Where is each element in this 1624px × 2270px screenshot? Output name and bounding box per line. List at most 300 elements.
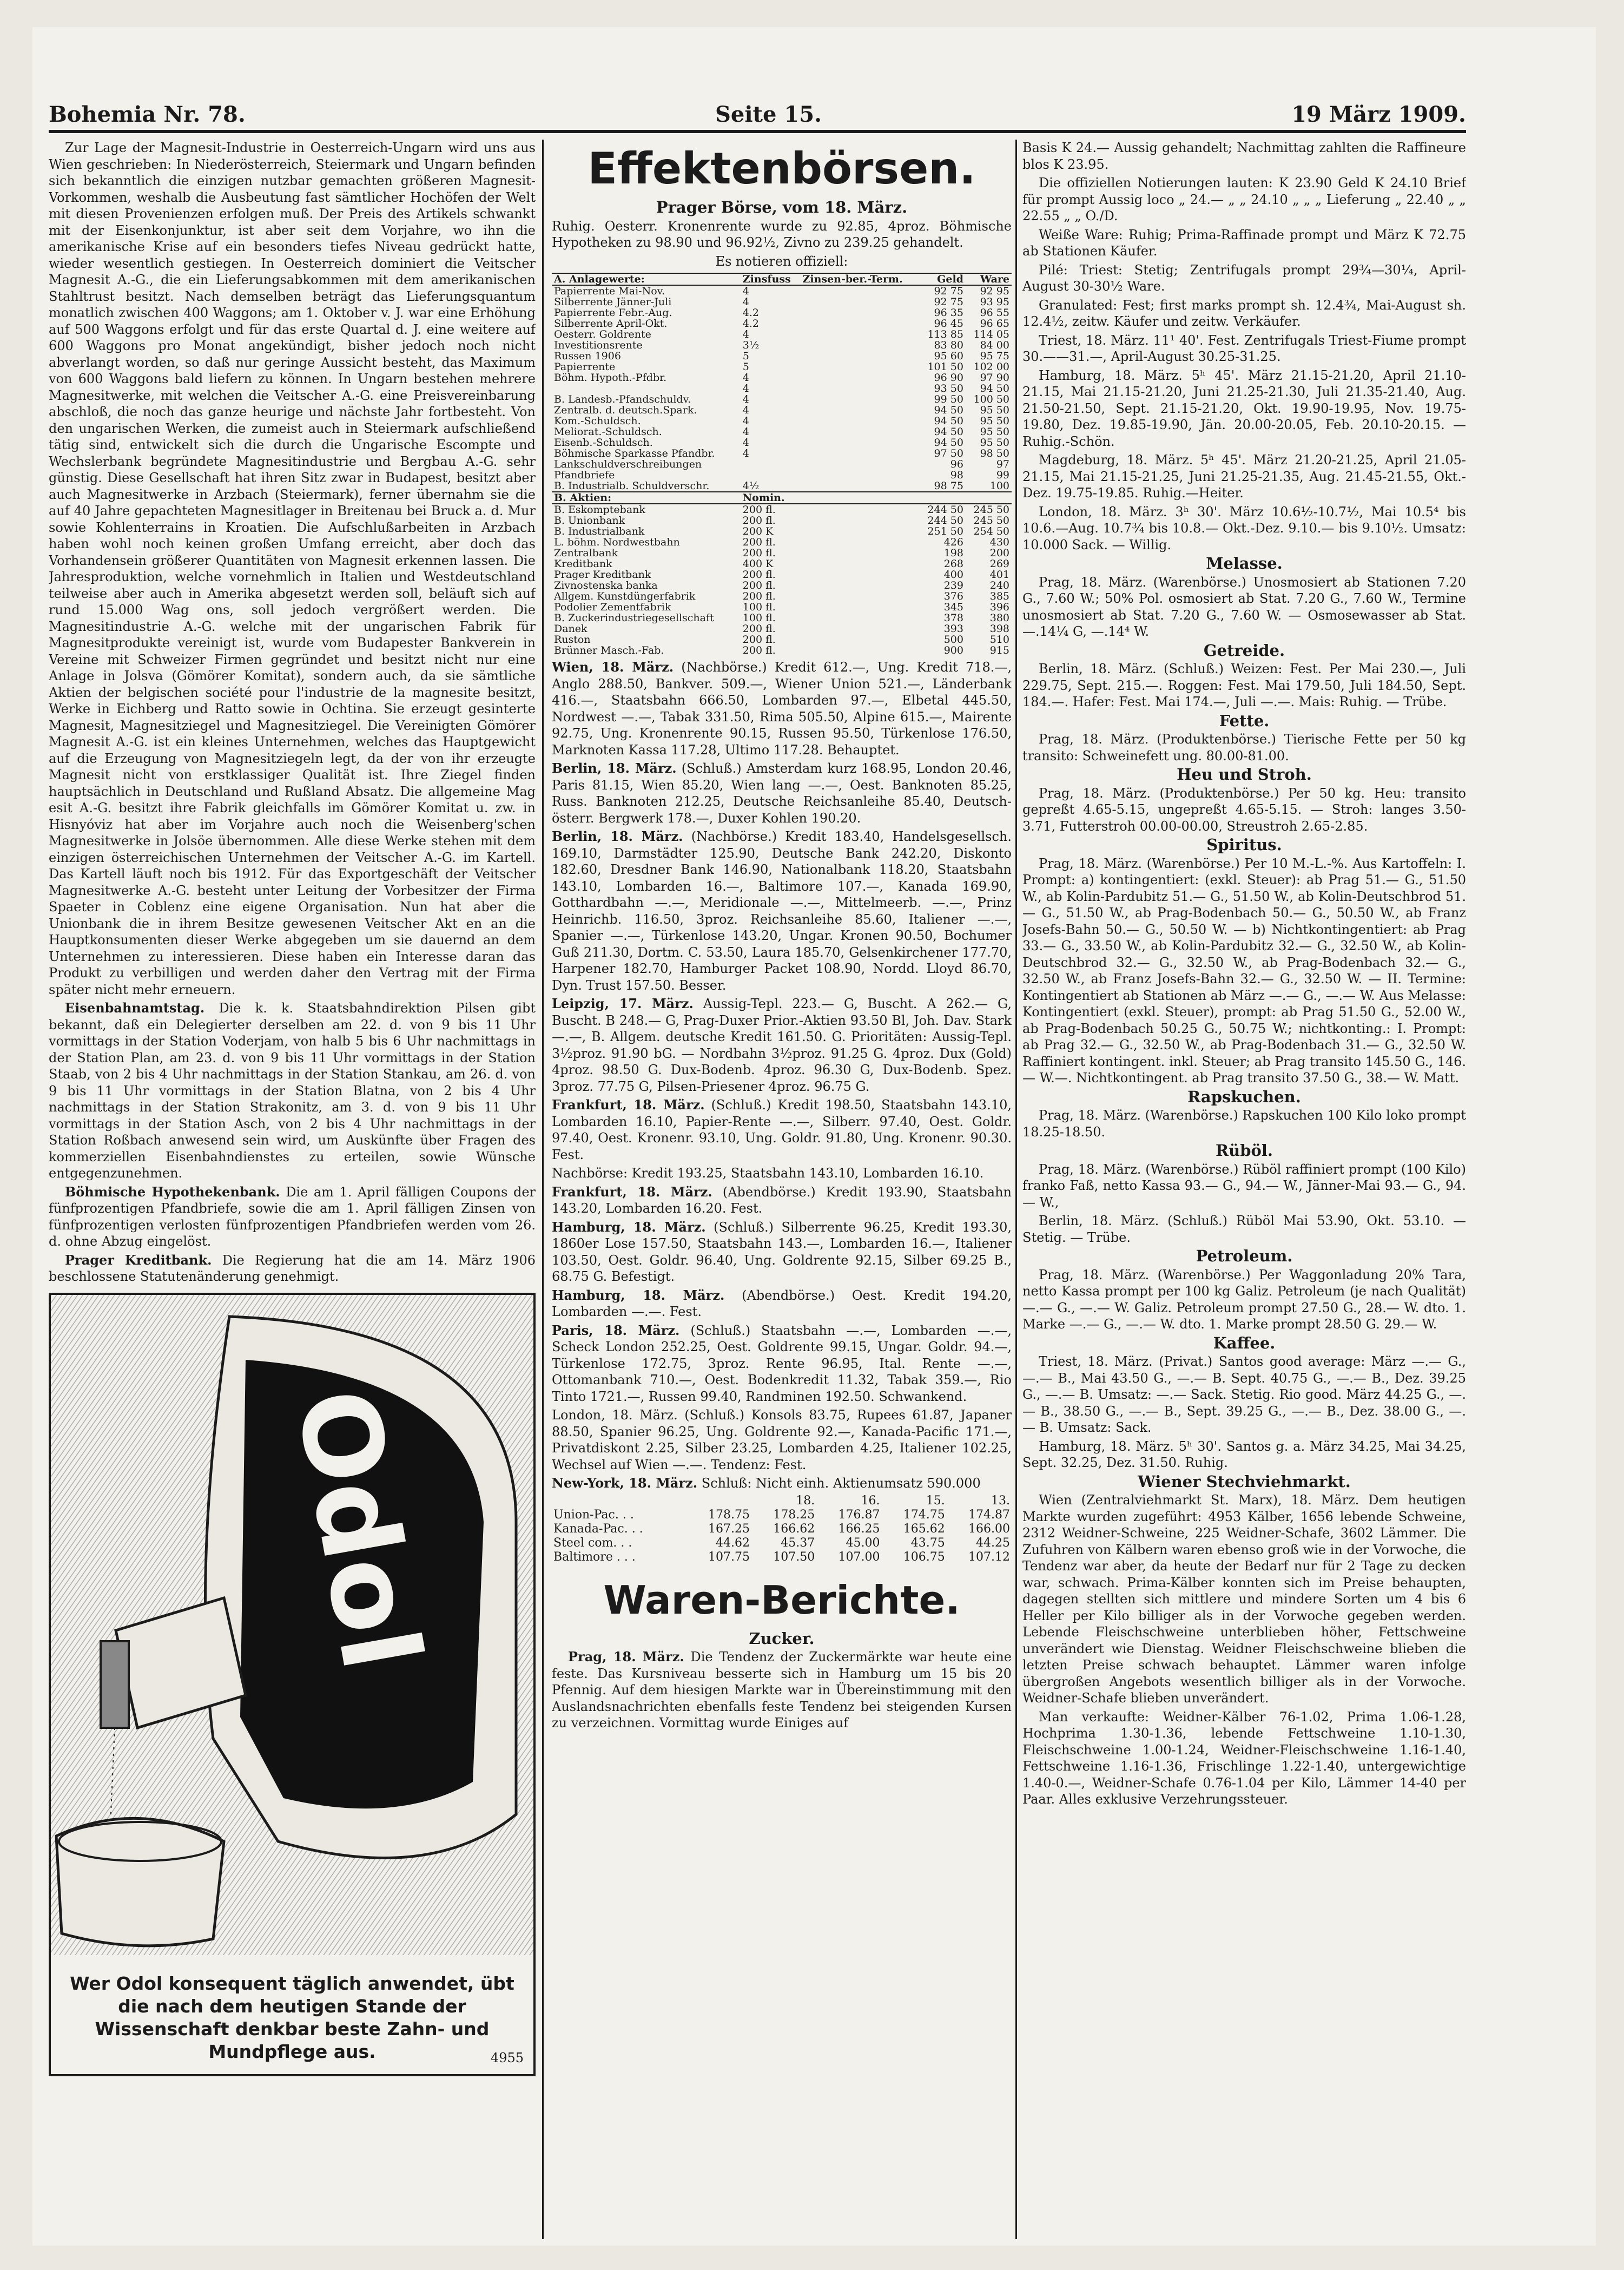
table-cell: 93 95 [980,297,1009,307]
leipzig-body: Aussig-Tepl. 223.— G, Buscht. A 262.— G, Buscht. B 248.— G, Prag-Duxer Prior.-Aktien 93.50 Bl, Joh. Dav. Stark —.—, B. Allgem. deutsche Kredit 161.50. G. Prioritäten: Aussig-Tepl. 3½proz. 91.90 bG. — Nordbahn 3½proz. 91.25 G. 4proz. Dux (Gold) 4proz. 98.50 G. Dux-Bodenb. 4proz. 96.30 G, Dux-Bodenb. Spez. 3proz. 77.75 G, Pilsen-Priesener 4proz. 96.75 G. [552,996,1012,1094]
granulated: Granulated: Fest; first marks prompt sh. 12.4¾, Mai-August sh. 12.4½, zeitw. Käufer und zeitw. Verkäufer. [1022,297,1466,329]
table-cell: Kom.-Schuldsch. [554,416,641,426]
table-cell: 269 [989,558,1009,569]
kurse-rows-b [552,504,1012,656]
table-cell [800,416,919,426]
th-zinsfuss: Zinsfuss [741,273,801,285]
triest-zucker: Triest, 18. März. 11¹ 40'. Fest. Zentrifugals Triest-Fiume prompt 30.——31.—, April-August 30.25-31.25. [1022,332,1466,364]
kaffee-head: Kaffee. [1213,1333,1276,1352]
table-cell: 113 85 [927,329,963,340]
kurse-row-b [552,537,1012,548]
table-cell: 240 [989,580,1009,591]
table-cell: 107.00 [838,1550,880,1564]
table-cell: 100 50 [973,394,1009,405]
table-cell: 96 [950,459,963,470]
table-cell: 510 [989,634,1009,645]
prag-zucker-body: Die Tendenz der Zuckermärkte war heute eine feste. Das Kursniveau besserte sich in Hamburg um 15 bis 20 Pfennig. Auf dem hiesigen Markte war in Übereinstimmung mit den Auslandsnachrichten ebenfalls feste Tendenz bei steigenden Kursen zu verzeichnen. Vormittag wurde Einiges auf [552,1649,1012,1731]
newyork-row [552,1522,1012,1536]
kurse-row-a [552,448,1012,459]
table-cell: 97 90 [980,372,1009,383]
table-cell [800,329,919,340]
column-divider-1 [542,140,544,2239]
ny-col-13: 13. [991,1493,1010,1508]
paris-head: Paris, 18. März. [552,1322,680,1338]
ruboel-body: Prag, 18. März. (Warenbörse.) Rüböl raffiniert prompt (100 Kilo) franko Faß, netto Kassa 93.— G., 94.— W., Jänner-Mai 93.— G., 94.— W., [1022,1161,1466,1210]
table-cell: Steel com. . . [553,1536,632,1550]
table-cell: 200 K [742,526,774,537]
th-anlagewerte: A. Anlagewerte: [552,273,741,285]
page-number: Seite 15. [715,102,822,127]
column-right [1022,140,1466,2239]
table-cell [800,526,919,537]
table-cell [800,515,919,526]
table-cell [800,383,919,394]
table-cell [800,580,919,591]
table-cell: 106.75 [903,1550,945,1564]
table-cell: Russen 1906 [554,351,621,361]
hamburg-zucker: Hamburg, 18. März. 5ʰ 45'. März 21.15-21.20, April 21.10-21.15, Mai 21.15-21.20, Juni 21.25-21.30, Juli 21.35-21.40, Aug. 21.50-21.50, Sept. 21.15-21.20, Okt. 19.90-19.95, Nov. 19.75-19.80, Dez. 19.85-19.90, Jän. 20.00-20.05, Feb. 20.10-20.15. — Ruhig.-Schön. [1022,367,1466,449]
table-cell: 4.2 [742,307,760,318]
table-cell: 268 [943,558,963,569]
table-cell [800,405,919,416]
article-kreditbank-body: Die Regierung hat die am 14. März 1906 beschlossene Statutenänderung genehmigt. [49,1252,536,1284]
table-cell: 378 [943,613,963,623]
kurse-row-b [552,569,1012,580]
table-cell [800,645,919,656]
odol-bottle-illustration [51,1295,533,1955]
table-cell: 96 35 [934,307,963,318]
table-cell: 5 [742,351,749,361]
table-cell: Union-Pac. . . [553,1508,634,1522]
newyork-rows [552,1508,1012,1564]
table-cell: 4 [742,426,749,437]
table-cell: 430 [989,537,1009,548]
frankfurt-nachboerse: Nachbörse: Kredit 193.25, Staatsbahn 143.10, Lombarden 16.10. [552,1166,984,1181]
berlin-schluss-head: Berlin, 18. März. [552,760,677,776]
table-cell [800,340,919,351]
table-cell: 500 [943,634,963,645]
table-cell: 245 50 [973,515,1009,526]
table-cell: Silberrente April-Okt. [554,318,668,329]
issue-label: Bohemia Nr. 78. [49,102,246,127]
table-cell: Papierrente Mai-Nov. [554,285,665,297]
table-cell: 376 [943,591,963,602]
table-cell: Böhm. Hypoth.-Pfdbr. [554,372,667,383]
frankfurt-abend-head: Frankfurt, 18. März. [552,1183,712,1200]
table-cell: 245 50 [973,504,1009,515]
berlin-schluss-body: (Schluß.) Amsterdam kurz 168.95, London 20.46, Paris 81.15, Wien 85.20, Wien lang —.—, Oest. Banknoten 85.25, Russ. Banknoten 212.25, Deutsche Reichsanleihe 85.40, Deutsch-österr. Bergwerk 178.—, Duxer Kohlen 190.20. [552,761,1012,826]
table-cell: 4 [742,405,749,416]
table-cell: Pfandbriefe [554,470,615,481]
stechviehmarkt-preise: Man verkaufte: Weidner-Kälber 76-1.02, Prima 1.06-1.28, Hochprima 1.30-1.36, lebende Fettschweine 1.10-1.30, Fleischschweine 1.00-1.24, Weidner-Fleischschweine 1.16-1.40, Fettschweine 1.16-1.36, Frischlinge 1.22-1.40, untergewichtige 1.40-0.—, Weidner-Schafe 0.76-1.04 per Kilo, Lämmer 14-40 per Paar. Alles exklusive Verzehrungssteuer. [1022,1709,1466,1807]
table-cell: Zentralbank [554,548,618,558]
table-cell: 4 [742,297,749,307]
table-cell: 251 50 [927,526,963,537]
table-cell [800,504,919,515]
ny-col-15: 15. [926,1493,945,1508]
table-cell: 396 [989,602,1009,613]
th-aktien: B. Aktien: [552,492,741,504]
hamburg-abend-head: Hamburg, 18. März. [552,1287,725,1303]
article-hypothekenbank [49,1184,536,1250]
table-cell: 4.2 [742,318,760,329]
table-cell [800,558,919,569]
article-hypothekenbank-body: Die am 1. April fälligen Coupons der fünfprozentigen Pfandbriefe, sowie die am 1. April fälligen Zinsen von fünfprozentigen verlosten fünfprozentigen Pfandbriefen werden vom 26. d. ohne Abzug eingelöst. [49,1184,536,1249]
table-cell: 385 [989,591,1009,602]
table-cell: 99 [996,470,1009,481]
table-cell: 4½ [742,481,760,492]
table-cell: 99 50 [934,394,963,405]
table-cell: 92 75 [934,297,963,307]
table-cell: 426 [943,537,963,548]
table-cell: Allgem. Kunstdüngerfabrik [554,591,696,602]
kurse-row-a [552,351,1012,361]
table-cell: Papierrente Febr.-Aug. [554,307,672,318]
heu-head: Heu und Stroh. [1177,765,1312,784]
table-cell: 244 50 [927,504,963,515]
table-cell: 200 [989,548,1009,558]
table-cell [800,437,919,448]
melasse-body: Prag, 18. März. (Warenbörse.) Unosmosiert ab Stationen 7.20 G., 7.60 W.; 50% Pol. osmosiert ab Stat. 7.20 G., 7.60 W., Termine unosmosiert ab Stat. 7.20 G., 7.60 W. — Osmosewasser ab Stat. —.14¼ G, —.14⁴ W. [1022,574,1466,639]
table-cell: B. Landesb.-Pfandschuldv. [554,394,691,405]
table-cell: Danek [554,623,587,634]
table-cell: 174.87 [968,1508,1010,1522]
column-middle [552,140,1012,2239]
table-cell: Prager Kreditbank [554,569,651,580]
kurse-row-b [552,526,1012,537]
newyork-row [552,1536,1012,1550]
table-cell: Investitionsrente [554,340,643,351]
table-cell: 401 [989,569,1009,580]
melasse-head: Melasse. [1206,554,1283,573]
kurse-row-b [552,515,1012,526]
table-cell: 200 fl. [742,634,776,645]
page-header [49,95,1466,127]
table-cell [800,372,919,383]
petroleum-head: Petroleum. [1196,1247,1293,1265]
wien-nachboerse [552,659,1012,758]
table-cell: 4 [742,329,749,340]
table-cell: 44.25 [976,1536,1010,1550]
notiert-label: Es notieren offiziell: [715,253,848,269]
kurse-row-a [552,426,1012,437]
table-cell: 393 [943,623,963,634]
table-cell: 98 [950,470,963,481]
zucker-basis: Basis K 24.— Aussig gehandelt; Nachmittag zahlten die Raffineure blos K 23.95. [1022,140,1466,172]
table-cell: 94 50 [934,416,963,426]
column-divider-2 [1015,140,1017,2239]
berlin-nachboerse [552,828,1012,993]
table-cell: 166.25 [838,1522,880,1536]
table-cell: 239 [943,580,963,591]
paris-body: (Schluß.) Staatsbahn —.—, Lombarden —.—, Scheck London 252.25, Oest. Goldrente 99.15, Ungar. Goldr. 94.—, Türkenlose 172.75, 3proz. Rente 96.95, Ital. Rente —.—, Ottomanbank 710.—, Oest. Bodenkredit 11.32, Tabak 359.—, Rio Tinto 1721.—, Russen 99.40, Randminen 192.50. Schwankend. [552,1322,1012,1404]
table-cell: 200 fl. [742,645,776,656]
kaffee-body: Triest, 18. März. (Privat.) Santos good average: März —.— G., —.— B., Mai 43.50 G., —.— B. Sept. 40.75 G., —.— B., Dez. 39.25 G., —.— B. Umsatz: —.— Sack. Stetig. Rio good. März 44.25 G., —.— B., 38.50 G., —.— B., Sept. 39.25 G., —.— B., Dez. 38.00 G., —.— B. Umsatz: Sack. [1022,1354,1466,1435]
ny-col-18: 18. [796,1493,815,1508]
table-cell: 4 [742,394,749,405]
table-cell: 244 50 [927,515,963,526]
berlin-nachboerse-head: Berlin, 18. März. [552,828,683,844]
table-cell: 43.75 [910,1536,945,1550]
table-cell: 83 80 [934,340,963,351]
pile: Pilé: Triest: Stetig; Zentrifugals prompt 29¾—30¼, April-August 30-30½ Ware. [1022,262,1466,294]
kurse-row-b [552,504,1012,515]
table-cell: 254 50 [973,526,1009,537]
hamburg-schluss-head: Hamburg, 18. März. [552,1219,706,1235]
th-geld: Geld [920,273,966,285]
rapskuchen-head: Rapskuchen. [1187,1087,1301,1106]
prag-boerse-text: Ruhig. Oesterr. Kronenrente wurde zu 92.85, 4proz. Böhmische Hypotheken zu 98.90 und 96.92½, Zivno zu 239.25 gehandelt. [552,218,1012,250]
prag-zucker-head: Prag, 18. März. [568,1649,684,1664]
kurse-row-a [552,437,1012,448]
ruboel-berlin: Berlin, 18. März. (Schluß.) Rüböl Mai 53.90, Okt. 53.10. — Stetig. — Trübe. [1022,1213,1466,1245]
getreide-body: Berlin, 18. März. (Schluß.) Weizen: Fest. Per Mai 230.—, Juli 229.75, Sept. 215.—. Roggen: Fest. Mai 179.50, Juli 184.50, Sept. 184.—. Hafer: Fest. Mai 174.—, Juli —.—. Mais: Ruhig. — Trübe. [1022,661,1466,709]
table-cell: 45.37 [781,1536,815,1550]
newyork-title: New-York, 18. März. [552,1475,698,1491]
table-cell [800,623,919,634]
table-cell: 95 50 [980,426,1009,437]
table-cell: 200 fl. [742,515,776,526]
table-cell [800,307,919,318]
kaffee-hamburg: Hamburg, 18. März. 5ʰ 30'. Santos g. a. März 34.25, Mai 34.25, Sept. 32.25, Dez. 31.50. Ruhig. [1022,1438,1466,1470]
stechviehmarkt-head: Wiener Stechviehmarkt. [1138,1472,1351,1491]
table-cell: Zivnostenska banka [554,580,658,591]
article-hypothekenbank-head: Böhmische Hypothekenbank. [65,1183,280,1200]
getreide-head: Getreide. [1203,641,1285,660]
table-cell: 107.50 [773,1550,815,1564]
table-cell: 92 75 [934,285,963,297]
table-cell: 200 fl. [742,504,776,515]
table-cell: 95 50 [980,437,1009,448]
kurse-row-a [552,329,1012,340]
newyork-table [552,1494,1012,1564]
table-cell: Baltimore . . . [553,1550,636,1564]
table-cell: 400 K [742,558,774,569]
prag-zucker [552,1649,1012,1732]
table-cell: 107.75 [708,1550,750,1564]
table-cell: Podolier Zementfabrik [554,602,671,613]
issue-date: 19 März 1909. [1291,102,1466,127]
table-cell: Kanada-Pac. . . [553,1522,643,1536]
table-cell: 96 90 [934,372,963,383]
ad-code: 4955 [490,2050,524,2065]
table-cell: 4 [742,372,749,383]
table-cell: 45.00 [846,1536,880,1550]
table-cell [800,285,919,297]
table-cell: 165.62 [903,1522,945,1536]
table-cell: 92 95 [980,285,1009,297]
table-cell: 178.75 [708,1508,750,1522]
table-cell: 95 50 [980,405,1009,416]
table-cell: 107.12 [968,1550,1010,1564]
table-cell: 380 [989,613,1009,623]
rapskuchen-body: Prag, 18. März. (Warenbörse.) Rapskuchen 100 Kilo loko prompt 18.25-18.50. [1022,1108,1466,1140]
hamburg-schluss [552,1219,1012,1285]
kurse-row-a [552,470,1012,481]
ruboel-head: Rüböl. [1216,1141,1273,1160]
table-cell [800,297,919,307]
article-eisenbahn-body: Die k. k. Staatsbahndirektion Pilsen gibt bekannt, daß ein Delegierter derselben am 22. d. von 9 bis 11 Uhr vormittags in der Station Voderjam, von halb 5 bis 6 Uhr nachmittags in der Station Plan, am 23. d. von 9 bis 11 Uhr vormittags in der Station Staab, von 2 bis 4 Uhr nachmittags in der Station Stankau, am 26. d. von 9 bis 11 Uhr vormittags in der Station Blatna, von 2 bis 4 Uhr nachmittags in der Station Strakonitz, am 3. d. von 9 bis 11 Uhr vormittags in der Station Asch, von 2 bis 4 Uhr nachmittags in der Station Roßbach anwesend sein wird, um Auskünfte über Fragen des kommerziellen Eisenbahndienstes zu erteilen, sowie Wünsche entgegenzunehmen. [49,1001,536,1181]
table-cell: 198 [943,548,963,558]
table-cell [800,634,919,645]
table-cell: 94 50 [934,426,963,437]
odol-logo-text: Odol [271,1380,445,1679]
table-cell: 4 [742,383,749,394]
kurse-row-a [552,361,1012,372]
frankfurt-schluss-body: (Schluß.) Kredit 198.50, Staatsbahn 143.10, Lombarden 16.10, Papier-Rente —.—, Silberr. 97.40, Oest. Goldr. 97.40, Oest. Kronenr. 93.10, Ung. Goldr. 91.80, Ung. Kronenr. 90.30. Fest. [552,1097,1012,1162]
newyork-table-head [552,1494,1012,1508]
london-schluss: London, 18. März. (Schluß.) Konsols 83.75, Rupees 61.87, Japaner 88.50, Spanier 96.25, Ung. Goldrente 92.—, Kanada-Pacific 171.—, Privatdiskont 2.25, Silber 23.25, Lombarden 4.25, Italiener 102.25, Wechsel auf Wien —.—. Tendenz: Fest. [552,1407,1012,1472]
petroleum-body: Prag, 18. März. (Warenbörse.) Per Waggonladung 20% Tara, netto Kassa prompt per 100 kg Galiz. Petroleum (je nach Qualität) —.— G., —.— W. Galiz. Petroleum prompt 27.50 G., 28.— W. dto. 1. Marke —.— G., —.— W. dto. 1. Marke prompt 28.50 G. 29.— W. [1022,1267,1466,1332]
table-cell: 915 [989,645,1009,656]
table-cell: B. Zuckerindustriegesellschaft [554,613,714,623]
article-magnesit: Zur Lage der Magnesit-Industrie in Oesterreich-Ungarn wird uns aus Wien geschrieben: In Niederösterreich, Steiermark und Ungarn befinden sich bekanntlich die einzigen nutzbar gemachten größeren Magnesit-Vorkommen, weshalb die Ausbeutung fast sämtlicher Hochöfen der Welt mit diesen Provenienzen erfolgen muß. Der Preis des Artikels schwankt mit der Eisenkonjunktur, ist aber seit dem Vorjahre, wo ihn die amerikanische Krise auf ein besonders tiefes Niveau gedrückt hatte, wieder wesentlich gestiegen. In Oesterreich dominiert die Veitscher Magnesit A.-G., die ein Lieferungsabkommen mit dem amerikanischen Stahltrust besitzt. Nach demselben beträgt das Lieferungsquantum monatlich zwischen 400 Waggons; am 1. Oktober v. J. war eine Erhöhung auf 500 Waggons erfolgt und für das erste Quartal d. J. eine weitere auf 600 Waggons pro Monat angekündigt, bisher jedoch noch nicht abverlangt worden, so daß nur geringe Aussicht besteht, das Maximum von 600 Waggons bald liefern zu können. In Ungarn bestehen mehrere Magnesitwerke, mit welchen die Veitscher A.-G. eine Preisvereinbarung abschloß, die noch das ganze heurige und nächste Jahr fortbesteht. Von den ungarischen Werken, die zumeist auch in Steiermark aufschließend tätig sind, entwickelt sich die durch die Ungarische Escompte und Wechslerbank begründete Magnesitindustrie und Bergbau A.-G. sehr günstig. Diese Gesellschaft hat ihren Sitz zwar in Budapest, besitzt aber auch Magnesitwerke in Arzbach (Steiermark), ferner übernahm sie die auf 40 Jahre gepachteten Magnesitlager in Breitenau bei Bruck a. d. Mur sowie Kohlenterrains in Kroatien. Die Aufschlußarbeiten in Arzbach haben wohl noch keinen großen Umfang erreicht, aber doch das Vorhandensein größerer Quantitäten von Magnesit erkennen lassen. Die Jahresproduktion, welche vornehmlich in Italien und Westdeutschland teilweise aber auch in Amerika abgesetzt werden soll, beläuft sich auf rund 15.000 Wag ons, soll jedoch vergrößert werden. Die Magnesitindustrie A.-G. welche mit der ungarischen Fabrik für Magnesitprodukte vereinigt ist, wurde vom Budapester Bankverein in Vereine mit Schweizer Firmen gegründet und besitzt nicht nur eine Anlage in Jolsva (Gömörer Komitat), sondern auch, da sie sämtliche Aktien der belgischen société pour l'industrie de la magnesite besitzt, Werke in Eichberg und Ratto sowie in Ochtina. Sie erzeugt gesinterte Magnesit, Magnesitziegel und Magnesitziegel. Die Vereinigten Gömörer Magnesit A.-G. ist ein kleines Unternehmen, welches das Hauptgewicht auf die Erzeugung von Magnesitziegeln legt, da der von ihr erzeugte Magnesit nicht von erstklassiger Qualität ist. Ihre Ziegel finden hauptsächlich in Deutschland und Rußland Absatz. Die allgemeine Mag esit A.-G. besitzt ihre Fabrik gleichfalls im Gömörer Komitat u. zw. in Hisnyóviz hat aber im Vorjahre auch noch die Weisenberg'schen Magnesitwerke in Jolsöe übernommen. Alle diese Werke stehen mit dem einzigen österreichischen Unternehmen der Veitscher A.-G. im Kartell. Das Kartell läuft noch bis 1912. Für das Exportgeschäft der Veitscher Magnesitwerke A.-G. besteht unter Leitung der Vorbesitzer der Firma Spaeter in Coblenz eine eigene Organisation. Nun hat aber die Unionbank die in ihrem Besitze gewesenen Veitscher Akt en an die Hauptkonsumenten dieser Werke abgegeben um sie dauernd an dem Unternehmen zu interessieren. Diese haben ein Interesse daran das Produkt zu verbilligen und werden daher den Vertrag mit der Firma später nicht mehr erneuern. [49,140,536,997]
table-cell: 84 00 [980,340,1009,351]
table-cell: 4 [742,448,749,459]
spiritus-head: Spiritus. [1206,835,1282,854]
table-cell: 345 [943,602,963,613]
table-cell: 398 [989,623,1009,634]
table-cell: B. Eskomptebank [554,504,645,515]
table-cell: Böhmische Sparkasse Pfandbr. [554,448,715,459]
table-cell [741,470,801,481]
ny-col-label [552,1494,686,1508]
kurse-row-b [552,645,1012,656]
kurse-table [552,273,1012,656]
kurse-row-a [552,416,1012,426]
london-zucker: London, 18. März. 3ʰ 30'. März 10.6½-10.7½, Mai 10.5⁴ bis 10.6.—Aug. 10.7¾ bis 10.8.— Okt.-Dez. 9.10.— bis 9.10½. Umsatz: 10.000 Sack. — Willig. [1022,504,1466,552]
table-cell: 166.00 [968,1522,1010,1536]
table-cell: 98 50 [980,448,1009,459]
table-cell: 200 fl. [742,580,776,591]
table-cell [800,591,919,602]
table-cell: 4 [742,285,749,297]
table-cell [800,481,919,492]
table-cell: Kreditbank [554,558,612,569]
table-cell: B. Unionbank [554,515,625,526]
kurse-row-a [552,481,1012,492]
table-cell: 200 fl. [742,623,776,634]
odol-slogan: Wer Odol konsequent täglich anwendet, übt die nach dem heutigen Stande der Wissenschaft denkbar beste Zahn- und Mundpflege aus. [70,1972,514,2062]
weisse-ware: Weiße Ware: Ruhig; Prima-Raffinade prompt und März K 72.75 ab Stationen Käufer. [1022,227,1466,259]
table-cell: Silberrente Jänner-Juli [554,297,672,307]
frankfurt-abendboerse [552,1184,1012,1217]
table-cell [800,569,919,580]
leipzig-head: Leipzig, 17. März. [552,996,694,1011]
article-eisenbahn-head: Eisenbahnamtstag. [65,1000,205,1016]
table-cell: 44.62 [716,1536,750,1550]
th-nominale: Nomin. [741,492,801,504]
kurse-row-a [552,340,1012,351]
table-cell [800,613,919,623]
frankfurt-schluss-head: Frankfurt, 18. März. [552,1097,705,1113]
table-cell: 97 [996,459,1009,470]
table-cell: B. Industrialb. Schuldverschr. [554,481,710,492]
berlin-nachboerse-body: (Nachbörse.) Kredit 183.40, Handelsgesellsch. 169.10, Darmstädter 125.90, Deutsche Bank 242.20, Diskonto 182.60, Dresdner Bank 146.90, Nationalbank 118.20, Staatsbahn 143.10, Lombarden 16.—, Baltimore 107.—, Kanada 169.90, Gotthardbahn —.—, Meridionale —.—, Mittelmeerb. —.—, Prinz Heinrichb. 116.50, 3proz. Reichsanleihe 85.60, Italiener —.—, Spanier —.—, Türkenlose 143.20, Ungar. Kronen 90.50, Bochumer Guß 211.30, Dortm. C. 53.50, Laura 185.70, Gelsenkirchener 177.70, Harpener 182.70, Hamburger Packet 108.90, Nordd. Lloyd 86.70, Dyn. Trust 157.50. Besser. [552,829,1012,993]
table-cell: 96 65 [980,318,1009,329]
zucker-head: Zucker. [749,1629,815,1648]
kurse-rows-a [552,285,1012,492]
hamburg-abend-body: (Abendbörse.) Oest. Kredit 194.20, Lombarden —.—. Fest. [552,1287,1012,1319]
kurse-table-head-b [552,492,1012,504]
table-cell: 900 [943,645,963,656]
kurse-row-b [552,558,1012,569]
berlin-schluss [552,760,1012,826]
hamburg-schluss-body: (Schluß.) Silberrente 96.25, Kredit 193.30, 1860er Lose 157.50, Staatsbahn 143.—, Lombarden 16.—, Italiener 103.50, Oest. Goldr. 96.40, Ung. Goldrente 92.15, Silber 69.25 B., 68.75 G. Befestigt. [552,1219,1012,1284]
table-cell: 101 50 [927,361,963,372]
table-cell [800,537,919,548]
table-cell: 166.62 [773,1522,815,1536]
newyork-row [552,1508,1012,1522]
table-cell: 95 50 [980,416,1009,426]
table-cell: 200 fl. [742,591,776,602]
table-cell: 4 [742,437,749,448]
kurse-row-a [552,372,1012,383]
table-cell: Eisenb.-Schuldsch. [554,437,653,448]
spiritus-body: Prag, 18. März. (Warenbörse.) Per 10 M.-L.-%. Aus Kartoffeln: I. Prompt: a) kontingentiert: (exkl. Steuer): ab Prag 51.— G., 51.50 W., ab Kolin-Pardubitz 51.— G., 51.50 W., ab Kolin-Deutschbrod 51.— G., 51.50 W., ab Prag-Bodenbach 50.— G., 50.50 W., ab Franz Josefs-Bahn 50.— G., 50.50 W. — b) Nichtkontingentiert: ab Prag 33.— G., 33.50 W., ab Kolin-Pardubitz 32.— G., 32.50 W., ab Kolin-Deutschbrod 32.— G., 32.50 W., ab Prag-Bodenbach 32.— G., 32.50 W., ab Franz Josefs-Bahn 32.— G., 32.50 W. — II. Termine: Kontingentiert ab Stationen ab März —.— G., —.— W. Aus Melasse: Kontingentiert (exkl. Steuer), prompt: ab Prag 51.50 G., 52.00 W., ab Prag-Bodenbach 50.25 G., 50.75 W.; nichtkonting.: I. Prompt: ab Prag 32.— G., 32.50 W., ab Prag-Bodenbach 31.— G., 32.50 W. Raffiniert kontingent. inkl. Steuer; ab Prag transito 145.50 G., 146.— W.—. Nichtkontingent. ab Prag transito 37.50 G., 38.— W. Matt. [1022,856,1466,1085]
odol-advertisement [49,1293,536,2076]
header-rule [49,130,1466,133]
table-cell [800,394,919,405]
newyork-row [552,1550,1012,1564]
table-cell: Ruston [554,634,591,645]
kurse-row-a [552,459,1012,470]
hamburg-abendboerse [552,1287,1012,1320]
magdeburg-zucker: Magdeburg, 18. März. 5ʰ 45'. März 21.20-21.25, April 21.05-21.15, Mai 21.15-21.25, Juni 21.25-21.35, Aug. 21.45-21.55, Okt.-Dez. 19.75-19.85. Ruhig.—Heiter. [1022,452,1466,501]
table-cell: Zentralb. d. deutsch.Spark. [554,405,697,416]
table-cell [800,602,919,613]
table-cell [800,351,919,361]
frankfurt-abend-body: (Abendbörse.) Kredit 193.90, Staatsbahn 143.20, Lombarden 16.20. Fest. [552,1184,1012,1216]
kurse-row-a [552,285,1012,297]
prag-boerse-head: Prager Börse, vom 18. März. [656,198,908,216]
table-cell: L. böhm. Nordwestbahn [554,537,680,548]
table-cell: 96 55 [980,307,1009,318]
table-cell [800,470,919,481]
kurse-table-head [552,273,1012,285]
wien-nachboerse-body: (Nachbörse.) Kredit 612.—, Ung. Kredit 718.—, Anglo 288.50, Bankver. 509.—, Wiener Union 521.—, Länderbank 416.—, Staatsbahn 666.50, Lombarden 97.—, Elbetal 445.50, Nordwest —.—, Tabak 331.50, Rima 505.50, Alpine 615.—, Mairente 92.75, Ung. Kronenrente 90.15, Russen 95.50, Türkenlose 176.50, Marknoten Kassa 117.28, Ultimo 117.28. Behauptet. [552,660,1012,758]
table-cell: Brünner Masch.-Fab. [554,645,664,656]
wien-nachboerse-head: Wien, 18. März. [552,659,674,675]
table-cell [800,459,919,470]
waren-berichte-title: Waren-Berichte. [603,1577,960,1623]
kurse-row-b [552,591,1012,602]
table-cell [800,548,919,558]
table-cell: 167.25 [708,1522,750,1536]
table-cell: 95 60 [934,351,963,361]
table-cell [800,318,919,329]
table-cell: 4 [742,416,749,426]
kurse-row-b [552,580,1012,591]
table-cell [800,361,919,372]
table-cell: 100 [989,481,1009,492]
table-cell: 5 [742,361,749,372]
table-cell: Lankschuldverschreibungen [554,459,702,470]
fette-body: Prag, 18. März. (Produktenbörse.) Tierische Fette per 50 kg transito: Schweinefett ung. 80.00-81.00. [1022,732,1466,764]
table-cell: 100 fl. [742,613,776,623]
kurse-row-a [552,405,1012,416]
kurse-row-b [552,602,1012,613]
table-cell: 3½ [742,340,760,351]
table-cell: 200 fl. [742,569,776,580]
table-cell: B. Industrialbank [554,526,645,537]
table-cell: 102 00 [973,361,1009,372]
table-cell [741,459,801,470]
table-cell: 96 45 [934,318,963,329]
leipzig-report [552,996,1012,1095]
table-cell: 200 fl. [742,537,776,548]
ny-col-16: 16. [861,1493,880,1508]
